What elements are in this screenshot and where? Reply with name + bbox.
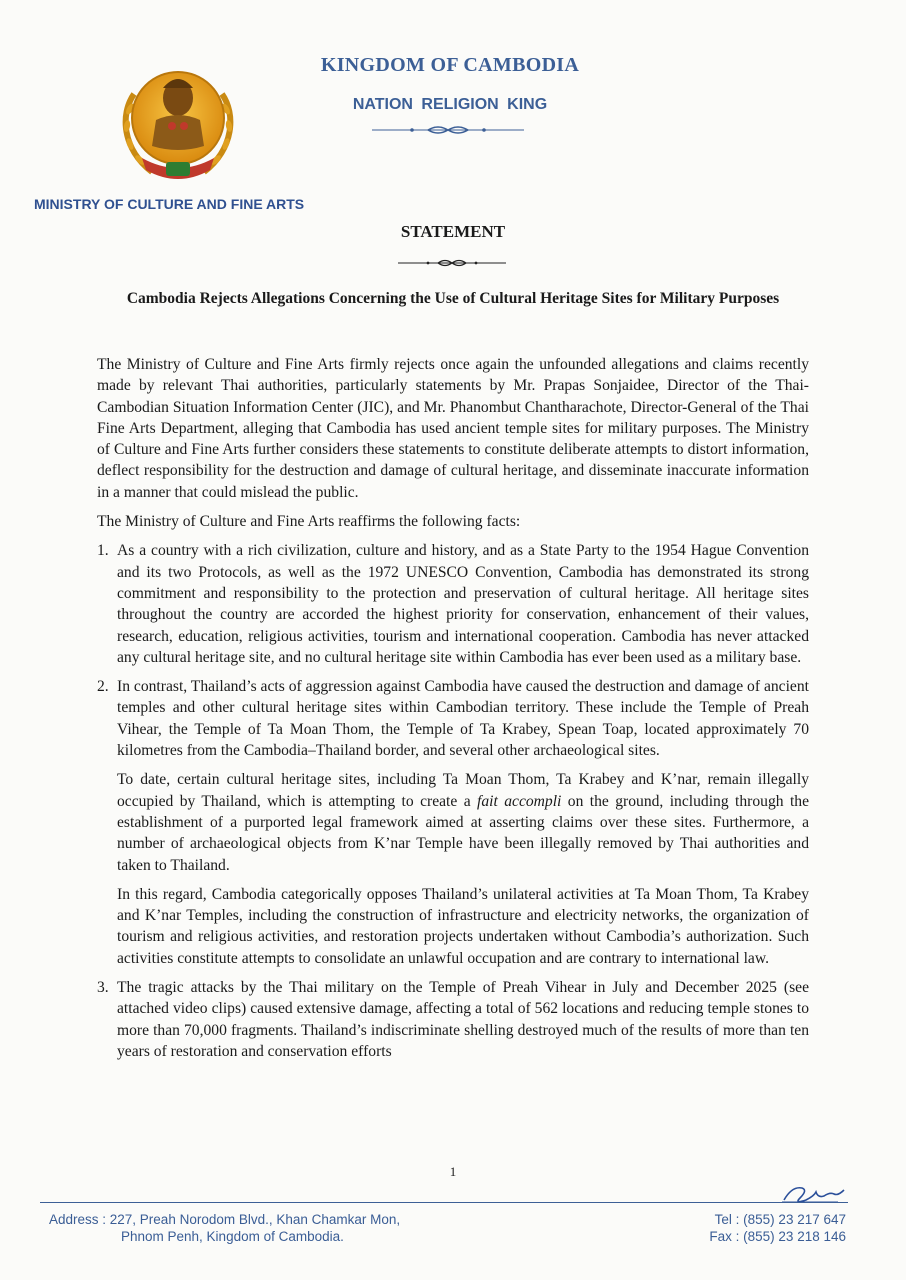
- list-item: [97, 676, 809, 969]
- fax: Fax : (855) 23 218 146: [709, 1229, 846, 1244]
- list-item-text: The tragic attacks by the Thai military on the Temple of Preah Vihear in July and December 2025 (see attached video clips) caused extensive damage, affecting a total of 562 locations and reducing temple stones to more than 70,000 fragments. Thailand’s indiscriminate shelling destroyed much of the results of more than ten years of restoration and conservation efforts: [117, 979, 809, 1060]
- statement-headline: Cambodia Rejects Allegations Concerning the Use of Cultural Heritage Sites for Military Purposes: [126, 290, 780, 307]
- italic-phrase: fait accompli: [477, 792, 562, 810]
- kingdom-heading: KINGDOM OF CAMBODIA: [320, 54, 580, 76]
- list-item-text: As a country with a rich civilization, culture and history, and as a State Party to the 1954 Hague Convention and its two Protocols, as well as the 1972 UNESCO Convention, Cambodia has demonstrated its strong commitment and responsibility to the protection and preservation of cultural heritage. All heritage sites throughout the country are accorded the highest priority for conservation, enhancement of their values, research, education, religious activities, tourism and international cooperation. Cambodia has never attacked any cultural heritage site, and no cultural heritage site within Cambodia has ever been used as a military base.: [117, 542, 809, 666]
- ministry-name: MINISTRY OF CULTURE AND FINE ARTS: [34, 196, 305, 212]
- list-item-subparagraph: In this regard, Cambodia categorically opposes Thailand’s unilateral activities at Ta Moan Thom, Ta Krabey and K’nar Temples, including the construction of infrastructure and electricity networks, the organization of tourism and religious activities, and restoration projects undertaken without Cambodia’s authorization. Such activities constitute attempts to consolidate an unlawful occupation and are contrary to international law.: [117, 885, 809, 967]
- intro-paragraph: The Ministry of Culture and Fine Arts firmly rejects once again the unfounded allegations and claims recently made by relevant Thai authorities, particularly statements by Mr. Prapas Sonjaidee, Director of the Thai-Cambodian Situation Information Center (JIC), and Mr. Phanombut Chantharachote, Director-General of the Thai Fine Arts Department, alleging that Cambodia has used ancient temple sites for military purposes. The Ministry of Culture and Fine Arts further considers these statements to constitute deliberate attempts to distort information, deflect responsibility for the destruction and damage of cultural heritage, and disseminate inaccurate information in a manner that could mislead the public.: [97, 356, 809, 501]
- list-item-number: 2.: [97, 678, 109, 696]
- page-number: 1: [449, 1164, 457, 1179]
- subparagraph-text: To date, certain cultural heritage sites, including Ta Moan Thom, Ta Krabey and K’nar, remain illegally occupied by Thailand, which is attempting to create a: [117, 771, 809, 810]
- reaffirm-paragraph: The Ministry of Culture and Fine Arts reaffirms the following facts:: [97, 513, 521, 531]
- footer-rule: [40, 1202, 848, 1203]
- subparagraph-text: on the ground, including through the establishment of a purported legal framework aimed at asserting claims over these sites. Furthermore, a number of archaeological objects from K’nar Temple have been illegally removed by Thai authorities and taken to Thailand.: [117, 792, 809, 874]
- national-motto: NATION RELIGION KING: [352, 96, 548, 113]
- list-item-number: 1.: [97, 542, 109, 560]
- list-item-number: 3.: [97, 979, 109, 997]
- address-line-2: Phnom Penh, Kingdom of Cambodia.: [121, 1229, 344, 1244]
- list-item: [97, 540, 809, 668]
- ornament-divider-icon: [372, 124, 524, 136]
- statement-body: [97, 354, 809, 1070]
- ministry-emblem-icon: [112, 54, 244, 186]
- title-ornament-icon: [398, 258, 506, 268]
- list-item-text: In contrast, Thailand’s acts of aggression against Cambodia have caused the destruction and damage of ancient temples and other cultural heritage sites within Cambodian territory. These include the Temple of Preah Vihear, the Temple of Ta Moan Thom, the Temple of Ta Krabey, Spean Toap, located approximately 70 kilometres from the Cambodia–Thailand border, and several other archaeological sites.: [117, 678, 809, 760]
- document-title: STATEMENT: [400, 222, 506, 241]
- telephone: Tel : (855) 23 217 647: [714, 1212, 846, 1227]
- address-line-1: Address : 227, Preah Norodom Blvd., Khan Chamkar Mon,: [49, 1212, 401, 1227]
- list-item: [97, 977, 809, 1062]
- list-item-subparagraph: [117, 769, 809, 875]
